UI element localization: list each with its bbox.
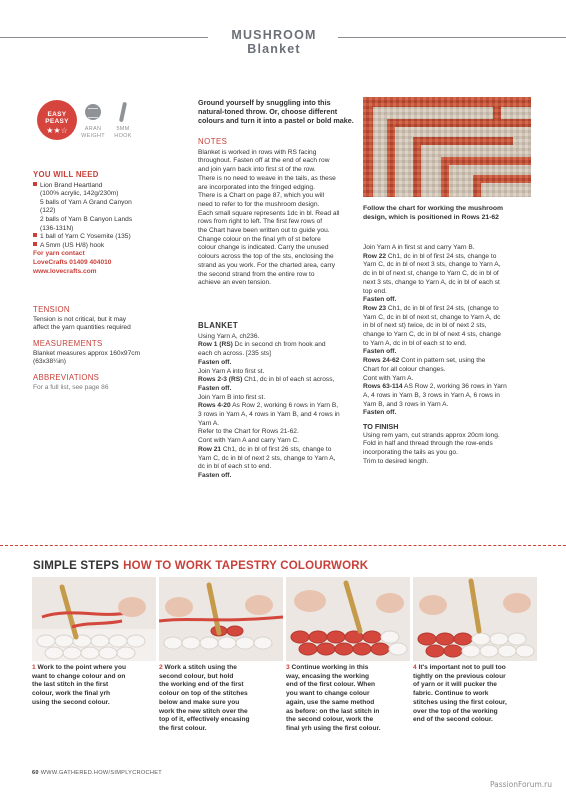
hook-size-line-1: 5MM	[116, 126, 130, 132]
yarn-contact-link[interactable]: www.lovecrafts.com	[33, 267, 97, 275]
pattern-line: Yarn B, and 3 rows in Yarn A.	[363, 400, 449, 408]
pattern-line: next 3 sts, change to Yarn A, dc in bl of each st	[363, 278, 500, 286]
tension-section	[33, 306, 183, 333]
notes-line: throughout. Fasten off at the end of each row	[198, 157, 330, 165]
yarn-weight-line-2: WEIGHT	[81, 132, 105, 139]
page-footer	[32, 770, 162, 776]
pattern-line: Rows 24-62 Cont in pattern set, using the	[363, 357, 486, 365]
finish-line: incorporating the tails as you go.	[363, 449, 458, 457]
measurements-section	[33, 340, 183, 367]
step-2-text: 2 Work a stitch using the second colour, but hold the working end of the first colour on top of the stitches below and make sure you work the new stitch over the top of it, effectively encasing the first colour.	[159, 664, 250, 732]
notes-section	[198, 138, 358, 288]
notes-line: the Chart have been written out to guide you.	[198, 227, 330, 235]
yarn-weight-line-1: ARAN	[84, 126, 102, 132]
notes-body	[198, 149, 358, 288]
intro-text	[198, 98, 358, 126]
blanket-line: Row 1 (RS) Dc in second ch from hook and	[198, 341, 326, 349]
blanket-line: Yarn C, dc in bl of next 2 sts, change to Yarn A,	[198, 454, 336, 462]
need-item: (100% acrylic, 142g/230m)	[40, 190, 119, 198]
pattern-line: to Yarn A, dc in bl of each st to end.	[363, 339, 467, 347]
pattern-line: Rows 63-114 AS Row 2, working 36 rows in Yarn	[363, 383, 507, 391]
notes-line: need to refer to for the mushroom design.	[198, 200, 320, 208]
finish-heading: TO FINISH	[363, 422, 399, 432]
blanket-section	[198, 322, 358, 481]
pattern-line: A, 4 rows in Yarn B, 3 rows in Yarn A, 6 rows in	[363, 391, 500, 399]
need-item: Lion Brand Heartland	[33, 182, 183, 191]
abbreviations-text: For a full list, see page 86	[33, 383, 109, 391]
step-4-text: 4 It's important not to pull too tightly on the previous colour of yarn or it will pucker the fabric. Continue to work stitches using the first colour, over the top of the working end of the second colour.	[413, 664, 507, 724]
difficulty-label: EASY PEASY	[45, 111, 69, 125]
step-1-text: 1 Work to the point where you want to change colour and on the last stitch in the first colour, work the final yrh using the second colour.	[32, 664, 127, 706]
pattern-line: Fasten off.	[363, 296, 397, 304]
page-header	[0, 28, 566, 56]
notes-line: colours across the top of the sts, enclosing the	[198, 253, 334, 261]
yarn-ball-icon	[85, 104, 101, 120]
intro-line: colours and turn it into a pastel or bold make.	[198, 116, 354, 126]
need-item: 5 balls of Yarn A Grand Canyon	[40, 198, 132, 206]
steps-title-sub: HOW TO WORK TAPESTRY COLOURWORK	[123, 560, 369, 572]
page-number: 60	[32, 770, 39, 776]
blanket-line: Refer to the Chart for Rows 21-62.	[198, 428, 299, 436]
pattern-continued	[363, 244, 531, 467]
header-rule-left	[0, 37, 208, 38]
pattern-line: Row 22 Ch1, dc in bl of first 24 sts, change to	[363, 252, 497, 260]
yarn-contact-label: For yarn contact	[33, 250, 85, 258]
step-3-text: 3 Continue working in this way, encasing the working end of the first colour. When you want to change colour again, use the same method as before: on the last stitch in the second colour, work the final yrh using the first colour.	[286, 664, 381, 732]
pattern-line: Row 23 Ch1, dc in bl of first 24 sts, (change to	[363, 304, 499, 312]
blanket-line: Row 21 Ch1, dc in bl of first 26 sts, change to	[198, 445, 332, 453]
notes-line: rows from right to left. The first few rows of	[198, 218, 323, 226]
photo-caption-line: design, which is positioned in Rows 21-62	[363, 213, 499, 221]
need-item: (136-131N)	[40, 224, 74, 232]
need-item: A 5mm (US H/8) hook	[33, 242, 183, 251]
blanket-line: Yarn A.	[198, 419, 220, 427]
watermark: PassionForum.ru	[489, 780, 552, 789]
blanket-line: Fasten off.	[198, 384, 232, 392]
abbreviations-heading: ABBREVIATIONS	[33, 373, 100, 382]
notes-line: There is a Chart on page 87, which you will	[198, 192, 325, 200]
difficulty-stars: ★★☆	[46, 126, 68, 135]
blanket-stitch-pattern	[363, 97, 531, 197]
need-item: 1 ball of Yarn C Yosemite (135)	[33, 233, 183, 242]
hook-size-label	[108, 126, 138, 139]
crochet-hook-icon	[119, 102, 127, 122]
pattern-line: Fasten off.	[363, 409, 397, 417]
pattern-line: top end.	[363, 287, 387, 295]
yarn-weight-label	[78, 126, 108, 139]
intro-line: natural-toned throw. Or, choose different	[198, 107, 338, 117]
blanket-line: Cont with Yarn A and carry Yarn C.	[198, 437, 300, 445]
pattern-line: Chart for all colour changes.	[363, 365, 446, 373]
pattern-line: Join Yarn A in first st and carry Yarn B.	[363, 244, 475, 251]
notes-line: Blanket is worked in rows with RS facing	[198, 148, 317, 156]
need-item: (122)	[40, 207, 56, 215]
blanket-heading: BLANKET	[198, 321, 239, 330]
tension-text: affect the yarn quantities required	[33, 324, 131, 332]
notes-heading: NOTES	[198, 137, 228, 146]
tension-text: Tension is not critical, but it may	[33, 315, 127, 323]
blanket-line: Join Yarn A into first st.	[198, 367, 265, 375]
measurements-heading: MEASUREMENTS	[33, 339, 103, 348]
hook-size-line-2: HOOK	[114, 132, 132, 139]
you-will-need-section	[33, 171, 183, 276]
notes-line: colour change is indicated. Carry the unused	[198, 244, 329, 252]
steps-title	[33, 560, 368, 572]
step-3-photo	[286, 577, 410, 661]
photo-caption	[363, 205, 531, 223]
photo-caption-line: Follow the chart for working the mushroom	[363, 205, 504, 212]
notes-line: There is no need to weave in the tails, as these	[198, 174, 336, 182]
notes-line: the second strand from the entire row to	[198, 270, 315, 278]
measurements-text: Blanket measures approx 160x97cm	[33, 349, 141, 357]
header-title: MUSHROOM Blanket	[231, 28, 317, 56]
steps-title-main: SIMPLE STEPS	[33, 560, 120, 572]
blanket-line: Using Yarn A, ch236.	[198, 332, 260, 340]
pattern-line: in bl of next st) twice, dc in bl of next 2 sts,	[363, 322, 487, 330]
notes-line: achieve an even tension.	[198, 279, 271, 287]
blanket-detail-photo	[363, 97, 531, 197]
blanket-line: Join Yarn B into first st.	[198, 393, 266, 401]
need-item: 2 balls of Yarn B Canyon Lands	[40, 215, 133, 223]
pattern-line: Yarn C, dc in bl of next 3 sts, change to Yarn A,	[363, 261, 501, 269]
steps-divider	[0, 545, 566, 546]
you-will-need-heading: YOU WILL NEED	[33, 170, 99, 179]
blanket-line: each ch across. [235 sts]	[198, 350, 271, 358]
step-2-photo	[159, 577, 283, 661]
yarn-contact-phone: LoveCrafts 01409 404010	[33, 258, 112, 266]
footer-url[interactable]: WWW.GATHERED.HOW/SIMPLYCROCHET	[40, 770, 162, 776]
blanket-line: 3 rows in Yarn A, 4 rows in Yarn B, and 4 rows in	[198, 411, 340, 419]
finish-line: Using rem yarn, cut strands approx 20cm long.	[363, 431, 500, 439]
pattern-line: change to Yarn C, dc in bl of next 4 sts, change	[363, 331, 501, 339]
notes-line: and join yarn back into first st of the row.	[198, 166, 316, 174]
difficulty-badge	[37, 100, 77, 140]
notes-line: Change colour on the final yrh of st before	[198, 235, 321, 243]
step-4-photo	[413, 577, 537, 661]
pattern-line: Yarn C, dc in bl of next st, change to Yarn A, dc	[363, 313, 501, 321]
blanket-line: Rows 4-20 As Row 2, working 6 rows in Yarn B,	[198, 402, 339, 410]
finish-line: Trim to desired length.	[363, 457, 429, 465]
notes-line: Each small square represents 1dc in bl. Read all	[198, 209, 340, 217]
finish-line: Fold in half and thread through the row-ends	[363, 440, 493, 448]
notes-line: strand as you work. For the charted area, carry	[198, 261, 336, 269]
pattern-line: dc in bl of next st, change to Yarn C, dc in bl of	[363, 270, 499, 278]
header-rule-right	[338, 37, 566, 38]
blanket-line: Rows 2-3 (RS) Ch1, dc in bl of each st across,	[198, 376, 335, 384]
step-1-photo	[32, 577, 156, 661]
tension-heading: TENSION	[33, 305, 70, 314]
intro-line: Ground yourself by snuggling into this	[198, 98, 331, 107]
blanket-line: Fasten off.	[198, 471, 232, 479]
abbreviations-section	[33, 374, 183, 392]
blanket-line: Fasten off.	[198, 358, 232, 366]
measurements-text: (63x38¼in)	[33, 358, 66, 366]
pattern-line: Fasten off.	[363, 348, 397, 356]
pattern-line: Cont with Yarn A.	[363, 374, 414, 382]
blanket-line: dc in bl of each st to end.	[198, 463, 272, 471]
notes-line: are incorporated into the fringed edging.	[198, 183, 315, 191]
